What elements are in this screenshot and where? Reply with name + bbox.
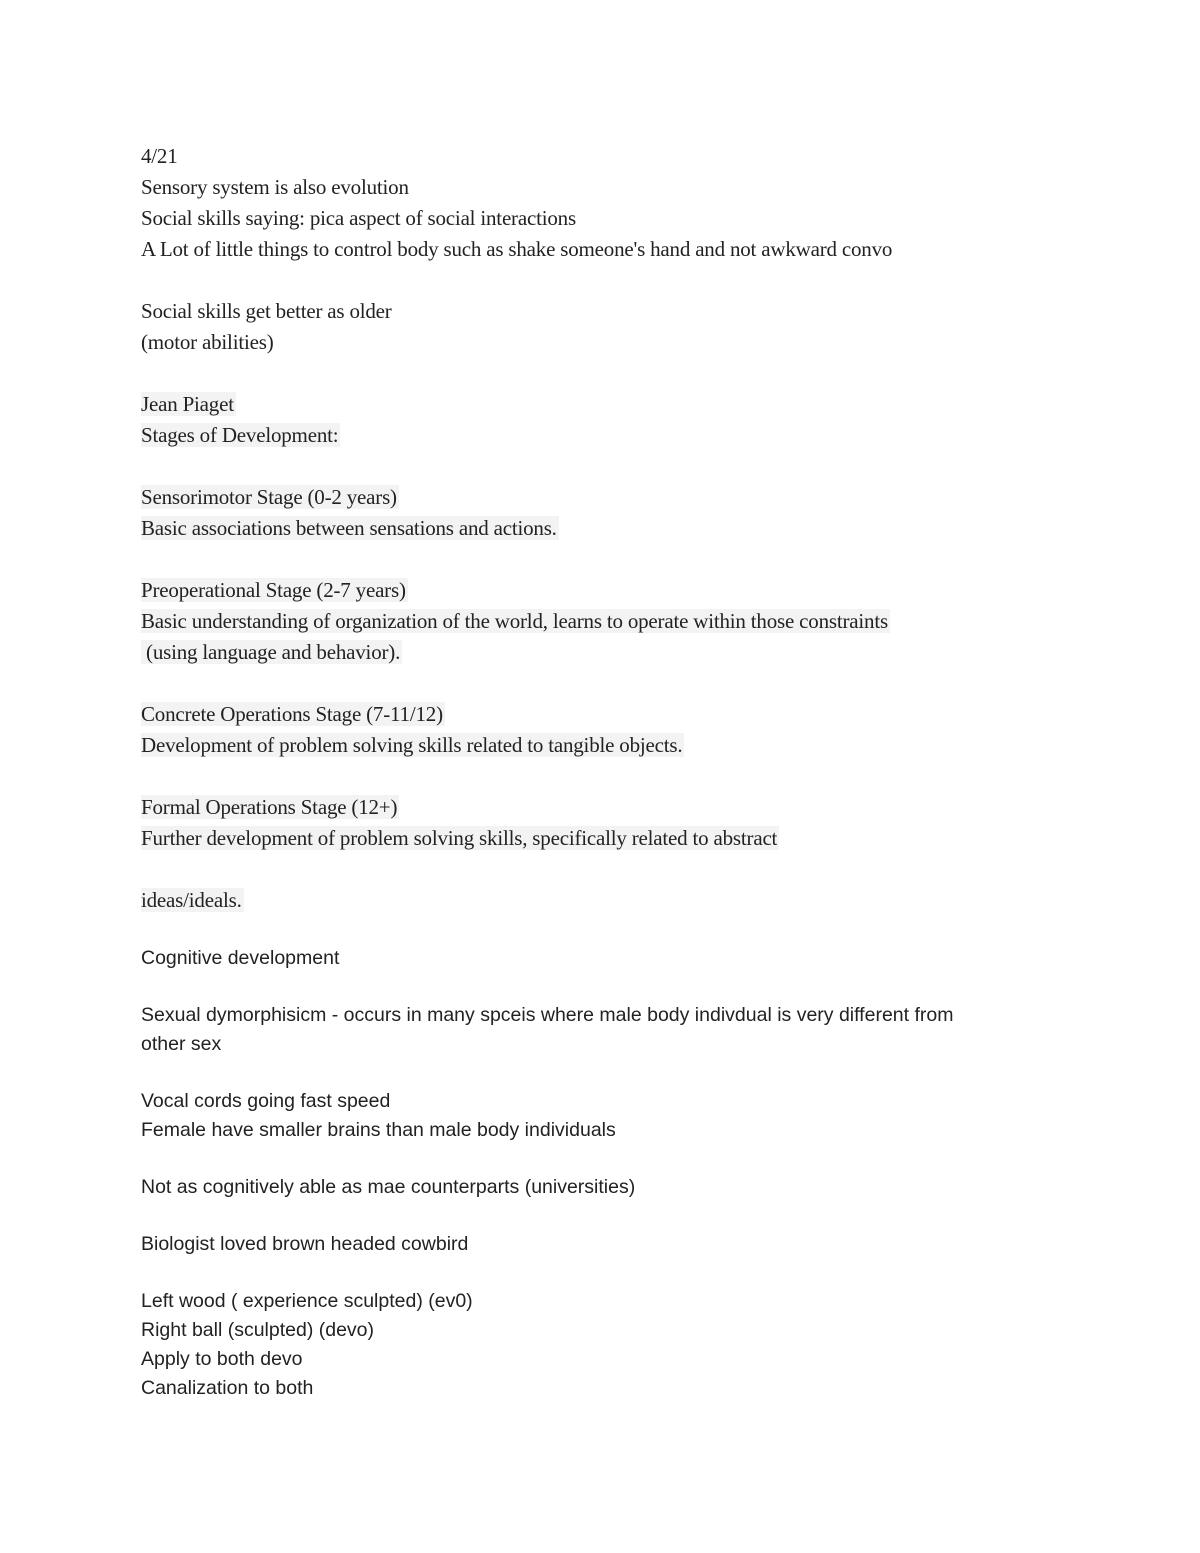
note-text: Vocal cords going fast speed: [141, 1090, 391, 1112]
note-text: Formal Operations Stage (12+): [141, 795, 398, 819]
note-text: Sensory system is also evolution: [141, 175, 409, 199]
note-line: [141, 1374, 1061, 1403]
note-text: Social skills saying: pica aspect of social interactions: [141, 206, 576, 230]
blank-line: [141, 451, 1061, 482]
note-text: Jean Piaget: [141, 392, 234, 416]
note-line: [141, 606, 1061, 637]
blank-line: [141, 1259, 1061, 1287]
note-line: [141, 1316, 1061, 1345]
note-text: Preoperational Stage (2-7 years): [141, 578, 406, 602]
note-line: [141, 1230, 1061, 1259]
note-line: [141, 1030, 1061, 1059]
note-text: Canalization to both: [141, 1377, 314, 1399]
note-text: Further development of problem solving skills, specifically related to abstract: [141, 826, 778, 850]
note-line: [141, 1116, 1061, 1145]
note-line: [141, 234, 1061, 265]
note-text: Basic understanding of organization of the world, learns to operate within those constraints: [141, 609, 888, 633]
note-line: [141, 885, 1061, 916]
note-line: [141, 141, 1061, 172]
note-text: Right ball (sculpted) (devo): [141, 1319, 375, 1341]
blank-line: [141, 761, 1061, 792]
note-line: [141, 699, 1061, 730]
blank-line: [141, 668, 1061, 699]
note-line: [141, 730, 1061, 761]
note-line: [141, 944, 1061, 973]
note-text: Sexual dymorphisicm - occurs in many spceis where male body indivdual is very different from: [141, 1004, 954, 1026]
note-line: [141, 327, 1061, 358]
note-line: [141, 389, 1061, 420]
note-text: Social skills get better as older: [141, 299, 392, 323]
sans-notes-block: [141, 916, 1061, 1403]
document-page: [141, 141, 1061, 1403]
blank-line: [141, 973, 1061, 1001]
blank-line: [141, 265, 1061, 296]
blank-line: [141, 544, 1061, 575]
note-text: Development of problem solving skills related to tangible objects.: [141, 733, 683, 757]
note-text: (motor abilities): [141, 330, 274, 354]
note-text: Concrete Operations Stage (7-11/12): [141, 702, 443, 726]
note-text: Left wood ( experience sculpted) (ev0): [141, 1290, 473, 1312]
note-line: [141, 296, 1061, 327]
serif-notes-block: [141, 141, 1061, 916]
note-text: Female have smaller brains than male body individuals: [141, 1119, 616, 1141]
note-line: [141, 1287, 1061, 1316]
note-line: [141, 823, 1061, 854]
note-text: Apply to both devo: [141, 1348, 303, 1370]
blank-line: [141, 1202, 1061, 1230]
note-line: [141, 575, 1061, 606]
note-text: Not as cognitively able as mae counterparts (universities): [141, 1176, 636, 1198]
note-line: [141, 420, 1061, 451]
note-line: [141, 203, 1061, 234]
note-text: (using language and behavior).: [141, 640, 401, 664]
note-text: Sensorimotor Stage (0-2 years): [141, 485, 397, 509]
note-line: [141, 1001, 1061, 1030]
note-text: Biologist loved brown headed cowbird: [141, 1233, 469, 1255]
note-text: Cognitive development: [141, 947, 340, 969]
note-text: Stages of Development:: [141, 423, 339, 447]
note-line: [141, 1345, 1061, 1374]
note-line: [141, 637, 1061, 668]
note-text: Basic associations between sensations and actions.: [141, 516, 557, 540]
note-line: [141, 513, 1061, 544]
blank-line: [141, 854, 1061, 885]
note-text: other sex: [141, 1033, 222, 1055]
note-text: 4/21: [141, 144, 178, 168]
blank-line: [141, 358, 1061, 389]
blank-line: [141, 1145, 1061, 1173]
note-line: [141, 1087, 1061, 1116]
note-line: [141, 1173, 1061, 1202]
note-line: [141, 792, 1061, 823]
note-text: A Lot of little things to control body such as shake someone's hand and not awkward convo: [141, 237, 893, 261]
blank-line: [141, 1059, 1061, 1087]
note-line: [141, 172, 1061, 203]
blank-line: [141, 916, 1061, 944]
note-line: [141, 482, 1061, 513]
note-text: ideas/ideals.: [141, 888, 242, 912]
